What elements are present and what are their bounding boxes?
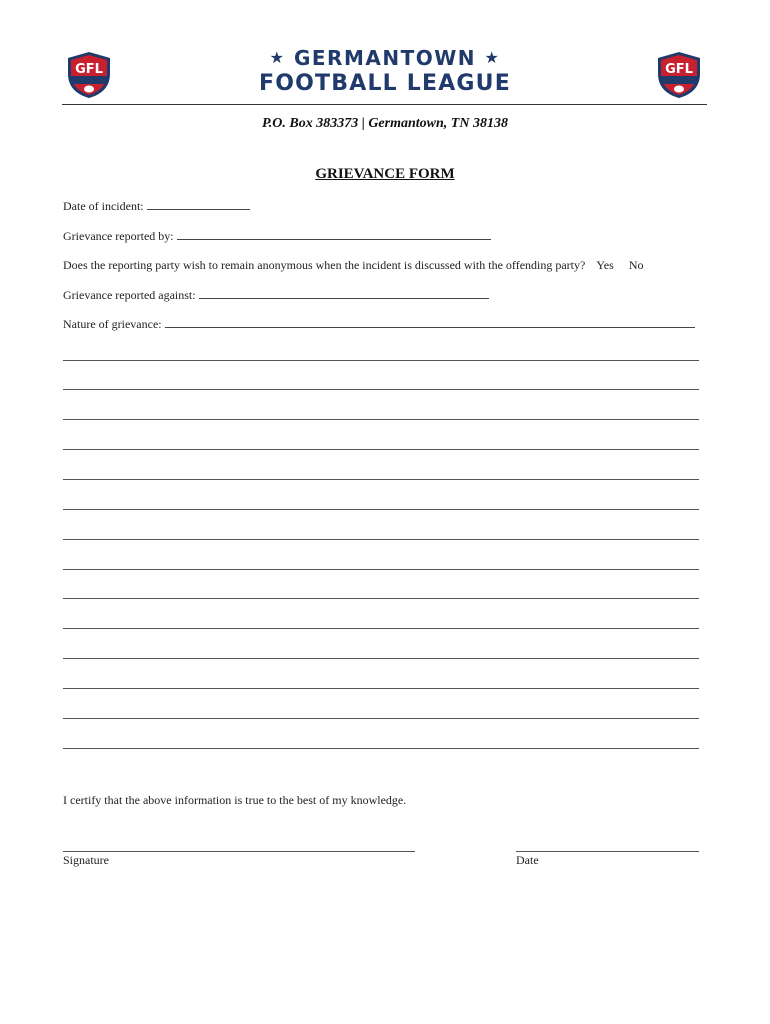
signature-label: Signature (63, 853, 109, 867)
signature-line[interactable] (63, 851, 415, 852)
grievance-line[interactable] (63, 360, 699, 361)
grievance-line[interactable] (63, 419, 699, 420)
grievance-line[interactable] (63, 658, 699, 659)
reported-by-field (63, 229, 491, 244)
date-line[interactable] (516, 851, 699, 852)
anonymous-no[interactable]: No (628, 258, 644, 272)
date-of-incident-field (63, 199, 250, 214)
anonymous-question-field (63, 258, 643, 273)
grievance-line[interactable] (63, 598, 699, 599)
date-of-incident-label: Date of incident: (63, 199, 144, 213)
league-title (200, 46, 570, 97)
anonymous-yes[interactable]: Yes (596, 258, 614, 272)
grievance-line[interactable] (63, 628, 699, 629)
grievance-line[interactable] (63, 539, 699, 540)
form-title: GRIEVANCE FORM (315, 166, 455, 182)
title-germantown: GERMANTOWN (293, 46, 477, 70)
star-icon: ★ (484, 48, 501, 67)
date-of-incident-blank[interactable] (147, 199, 250, 210)
grievance-line[interactable] (63, 449, 699, 450)
nature-of-grievance-label: Nature of grievance: (63, 317, 162, 331)
reported-against-label: Grievance reported against: (63, 288, 196, 302)
title-football-league: FOOTBALL LEAGUE (259, 71, 511, 96)
gfl-logo-left (64, 50, 114, 100)
shield-logo-icon (64, 50, 114, 100)
reported-by-label: Grievance reported by: (63, 229, 174, 243)
gfl-logo-right (654, 50, 704, 100)
nature-of-grievance-blank[interactable] (165, 317, 695, 328)
shield-logo-icon (654, 50, 704, 100)
grievance-line[interactable] (63, 509, 699, 510)
grievance-line[interactable] (63, 748, 699, 749)
star-icon: ★ (269, 48, 286, 67)
grievance-line[interactable] (63, 389, 699, 390)
nature-of-grievance-field (63, 317, 695, 332)
logo-lettering: GFL (75, 62, 103, 77)
reported-against-field (63, 288, 489, 303)
header-divider (62, 104, 707, 105)
logo-lettering: GFL (665, 62, 693, 77)
reported-by-blank[interactable] (177, 229, 491, 240)
grievance-line[interactable] (63, 569, 699, 570)
title-line-1 (200, 46, 570, 70)
grievance-line[interactable] (63, 688, 699, 689)
grievance-line[interactable] (63, 479, 699, 480)
anonymous-question: Does the reporting party wish to remain anonymous when the incident is discussed with the offending party? (63, 258, 586, 272)
certify-statement: I certify that the above information is true to the best of my knowledge. (63, 793, 407, 807)
date-label: Date (516, 853, 539, 867)
address: P.O. Box 383373 | Germantown, TN 38138 (262, 116, 508, 131)
reported-against-blank[interactable] (199, 288, 489, 299)
grievance-line[interactable] (63, 718, 699, 719)
